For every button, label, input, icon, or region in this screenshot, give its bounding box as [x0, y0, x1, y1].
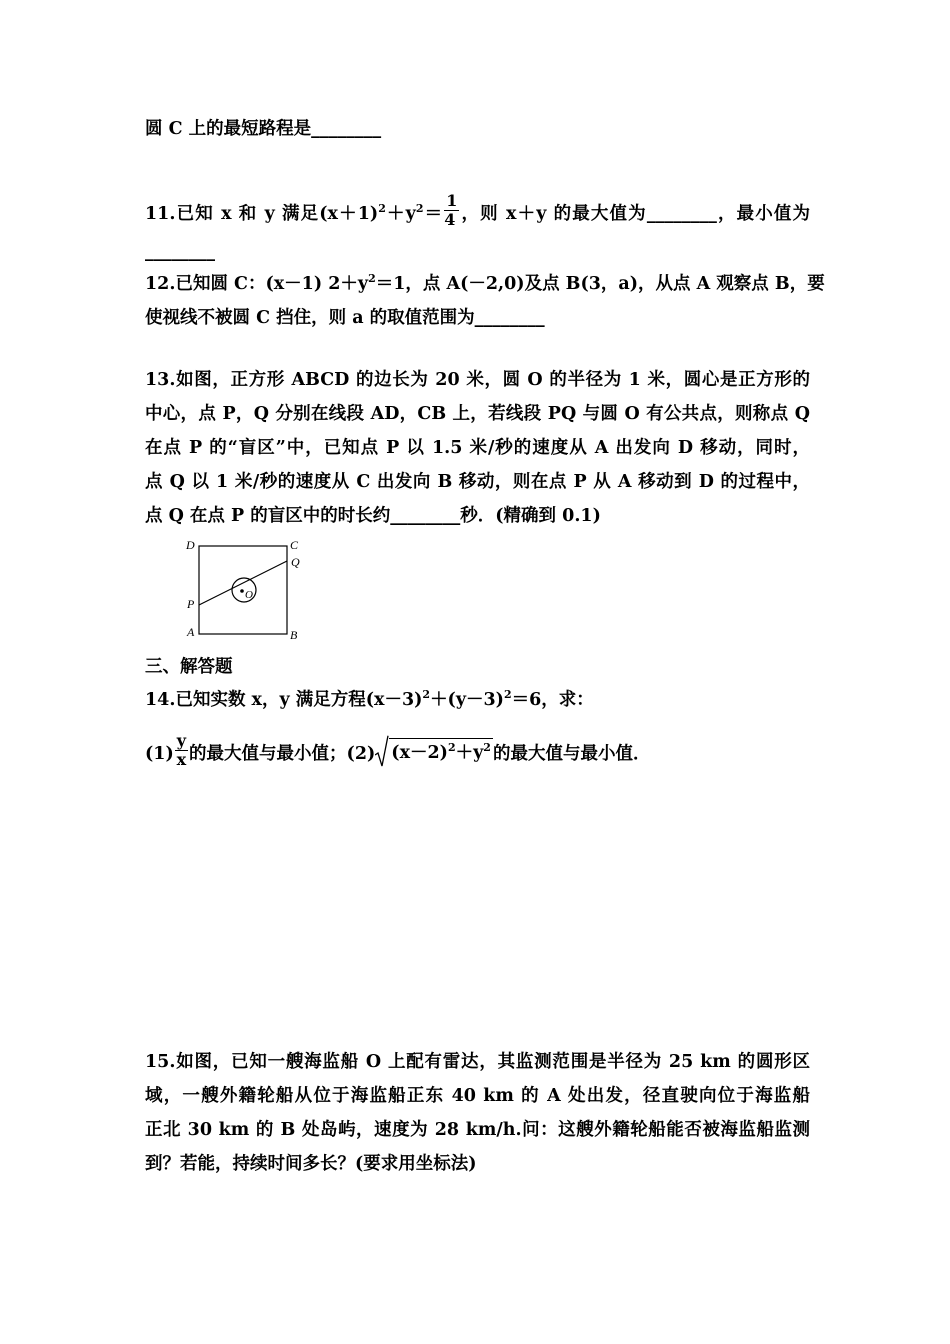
q11-mid: ＋y: [385, 204, 416, 224]
q14-fraction-num: y: [176, 731, 187, 750]
q11-fraction: [444, 192, 459, 229]
q13-line3: 在点 P 的“盲区”中，已知点 P 以 1.5 米/秒的速度从 A 出发向 D 移动，同时，: [145, 438, 810, 458]
q14-sup2: 2: [503, 688, 512, 701]
sqrt-sign-icon: [375, 735, 389, 767]
q13-line5: 点 Q 在点 P 的盲区中的时长约________秒．(精确到 0.1): [145, 506, 601, 526]
q12-b: ＝1，点 A(－2,0)及点 B(3，a)，从点 A 观察点 B，要: [375, 274, 825, 294]
q13-line1: 13.如图，正方形 ABCD 的边长为 20 米，圆 O 的半径为 1 米，圆心是正方形的: [145, 370, 810, 390]
q11-pre: 11.已知 x 和 y 满足(x＋1): [145, 204, 379, 224]
q11-eq: ＝: [423, 204, 444, 224]
q15-line3: 正北 30 km 的 B 处岛屿，速度为 28 km/h.问：这艘外籍轮船能否被海监船监测: [145, 1120, 810, 1140]
q14-a: 14.已知实数 x，y 满足方程(x－3): [145, 690, 423, 710]
q14-radicand-sup1: 2: [447, 740, 456, 754]
q14-end: ＝6，求：: [511, 690, 594, 710]
q12-a: 12.已知圆 C：(x－1) 2＋y: [145, 274, 369, 294]
label-a: A: [187, 625, 195, 639]
q14-line1: [145, 688, 810, 714]
q11-fraction-den: 4: [444, 210, 456, 229]
label-p: P: [187, 597, 195, 611]
q10-tail: 圆 C 上的最短路程是________: [145, 119, 382, 139]
q12-sup: 2: [368, 272, 376, 285]
q12-line2: 使视线不被圆 C 挡住，则 a 的取值范围为________: [145, 308, 545, 328]
q11-line1: [145, 191, 811, 233]
q15-line4: 到？若能，持续时间多长？(要求用坐标法): [145, 1154, 477, 1174]
q15-line1: 15.如图，已知一艘海监船 O 上配有雷达，其监测范围是半径为 25 km 的圆形区: [145, 1052, 810, 1072]
q14-part1-label: (1): [145, 744, 174, 764]
label-o: O: [245, 589, 253, 601]
square-circle-figure: [183, 536, 313, 644]
q14-radicand-b: ＋y: [455, 742, 484, 763]
q14-sup1: 2: [422, 688, 431, 701]
q14-sqrt: [375, 735, 493, 767]
label-b: B: [290, 628, 298, 642]
q14-mid: ＋(y－3): [430, 690, 504, 710]
q14-line2: [145, 731, 810, 773]
label-q: Q: [291, 555, 300, 569]
q11-sup2: 2: [415, 202, 424, 215]
q14-radicand: [389, 738, 493, 767]
q14-fraction-den: x: [176, 750, 187, 769]
center-point-o: [240, 589, 244, 593]
q13-line2: 中心，点 P，Q 分别在线段 AD，CB 上，若线段 PQ 与圆 O 有公共点，则称点 Q: [145, 404, 810, 424]
segment-pq: [199, 561, 287, 605]
q14-part1-text: 的最大值与最小值；(2): [189, 744, 376, 764]
q14-fraction-y-over-x: [175, 732, 188, 769]
section-title-answers: 三、解答题: [145, 657, 233, 677]
q13-line4: 点 Q 以 1 米/秒的速度从 C 出发向 B 移动，则在点 P 从 A 移动到 D 的过程中，: [145, 472, 810, 492]
q11-fraction-num: 1: [446, 191, 458, 210]
q14-radicand-a: (x－2): [391, 742, 448, 763]
q15-line2: 域，一艘外籍轮船从位于海监船正东 40 km 的 A 处出发，径直驶向位于海监船: [145, 1086, 810, 1106]
q12-line1: [145, 272, 825, 298]
q11-line2: ________: [145, 242, 215, 262]
label-d: D: [186, 538, 195, 552]
q11-sup1: 2: [378, 202, 386, 215]
q11-post: ，则 x＋y 的最大值为________，最小值为: [460, 204, 811, 224]
q14-radicand-sup2: 2: [483, 740, 491, 754]
label-c: C: [290, 538, 299, 552]
q14-part2-text: 的最大值与最小值．: [492, 744, 651, 764]
